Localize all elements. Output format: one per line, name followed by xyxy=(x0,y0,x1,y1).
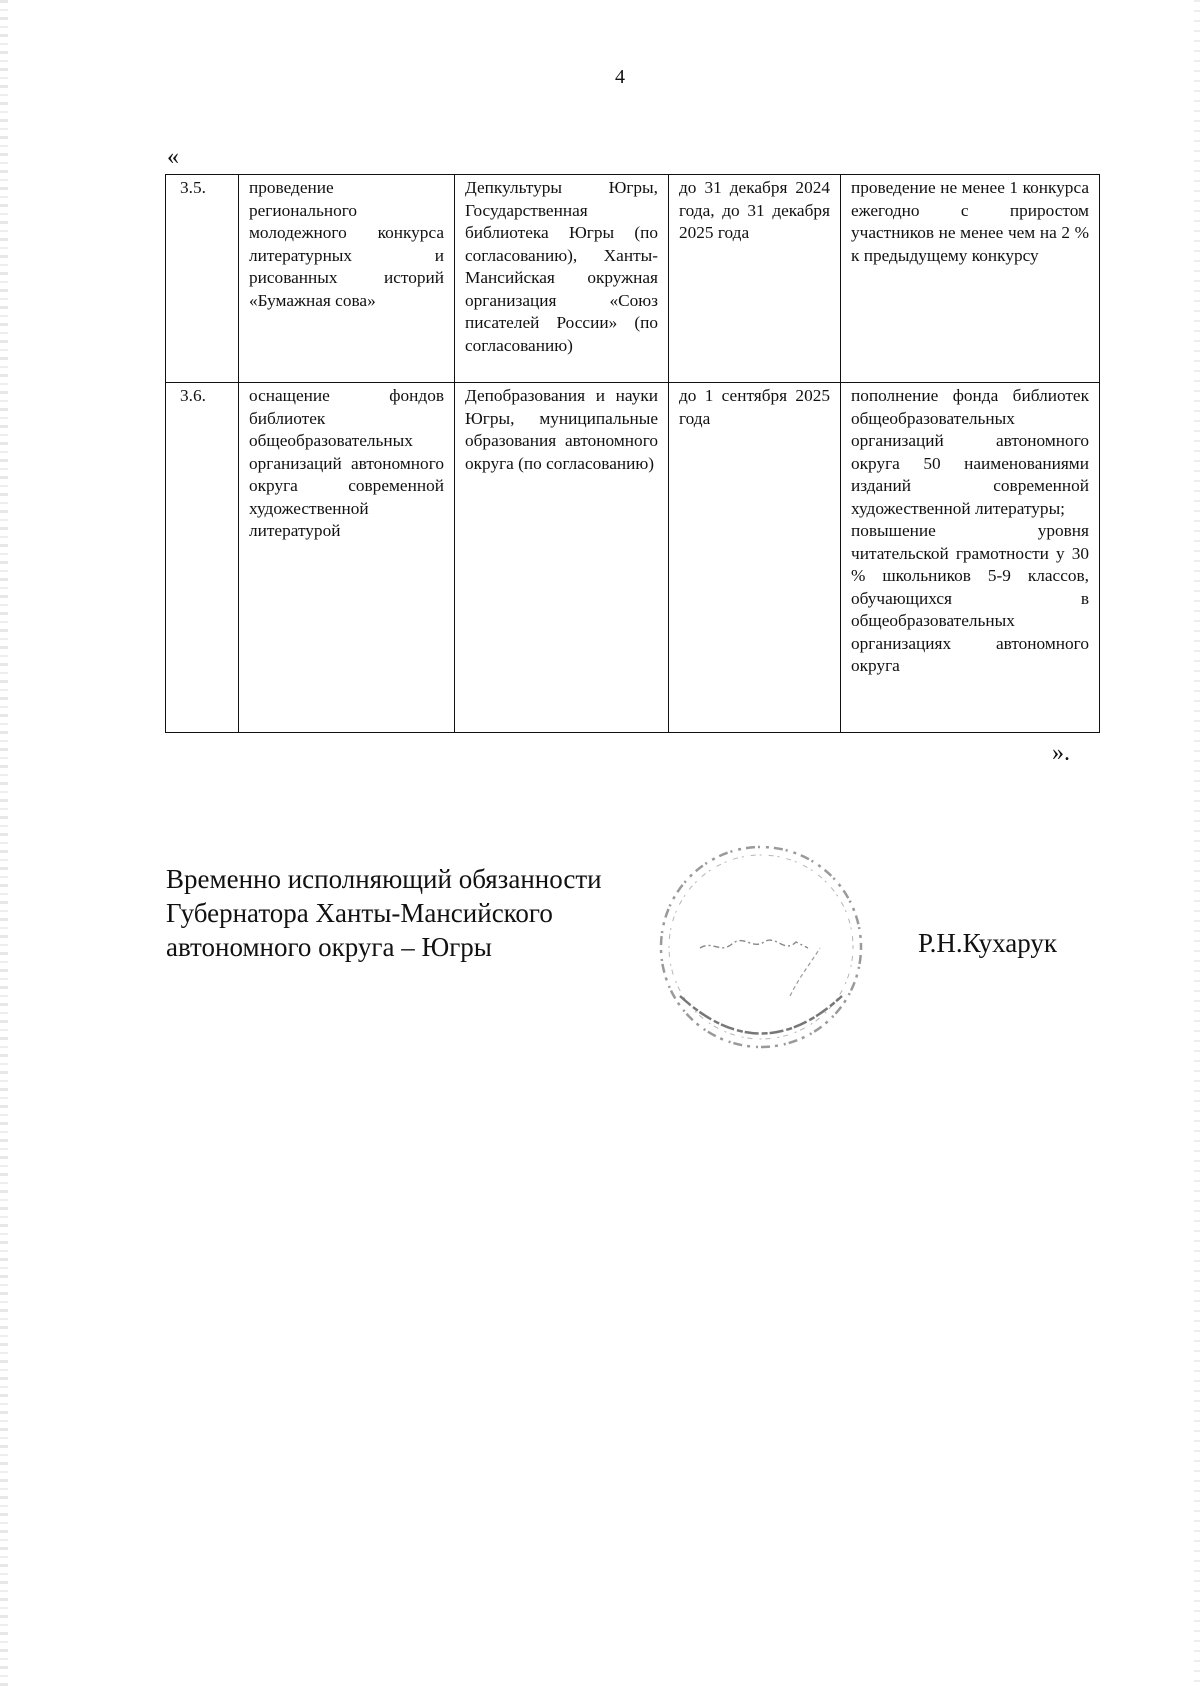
activity-cell: оснащение фондов библиотек общеобразовательных организаций автономного округа современной художественной литературой xyxy=(239,383,455,733)
row-number: 3.6. xyxy=(166,383,239,733)
result-line: повышение уровня читательской грамотности у 30 % школьников 5-9 классов, обучающихся в общеобразовательных организациях автономного округа xyxy=(851,521,1089,675)
scan-edge-right xyxy=(1194,0,1200,1686)
closing-quote: ». xyxy=(1052,740,1070,766)
seal-inner-ring xyxy=(669,855,853,1039)
page-number: 4 xyxy=(615,66,625,88)
table-row xyxy=(166,383,1100,733)
deadline-cell: до 31 декабря 2024 года, до 31 декабря 2025 года xyxy=(669,175,841,383)
activities-table xyxy=(165,174,1100,733)
official-seal-stamp xyxy=(650,836,872,1058)
result-cell: проведение не менее 1 конкурса ежегодно с приростом участников не менее чем на 2 % к предыдущему конкурсу xyxy=(841,175,1100,383)
table-row xyxy=(166,175,1100,383)
signatory-title-line: Временно исполняющий обязанности xyxy=(166,864,602,894)
activity-cell: проведение регионального молодежного конкурса литературных и рисованных историй «Бумажная сова» xyxy=(239,175,455,383)
signatory-title xyxy=(166,862,602,964)
result-cell xyxy=(841,383,1100,733)
signatory-title-line: Губернатора Ханты-Мансийского xyxy=(166,898,553,928)
deadline-cell: до 1 сентября 2025 года xyxy=(669,383,841,733)
row-number: 3.5. xyxy=(166,175,239,383)
result-line: пополнение фонда библиотек общеобразовательных организаций автономного округа 50 наименованиями изданий современной художественной литературы; xyxy=(851,386,1089,518)
signatory-name: Р.Н.Кухарук xyxy=(918,928,1058,958)
opening-quote: « xyxy=(167,144,179,170)
responsible-cell: Депобразования и науки Югры, муниципальные образования автономного округа (по согласованию) xyxy=(455,383,669,733)
signature-flourish xyxy=(790,948,820,996)
scan-edge-left xyxy=(0,0,8,1686)
responsible-cell: Депкультуры Югры, Государственная библиотека Югры (по согласованию), Ханты-Мансийская окружная организация «Союз писателей России» (по согласованию) xyxy=(455,175,669,383)
signature-scribble xyxy=(700,940,808,948)
seal-outer-ring xyxy=(661,847,861,1047)
signatory-title-line: автономного округа – Югры xyxy=(166,932,492,962)
